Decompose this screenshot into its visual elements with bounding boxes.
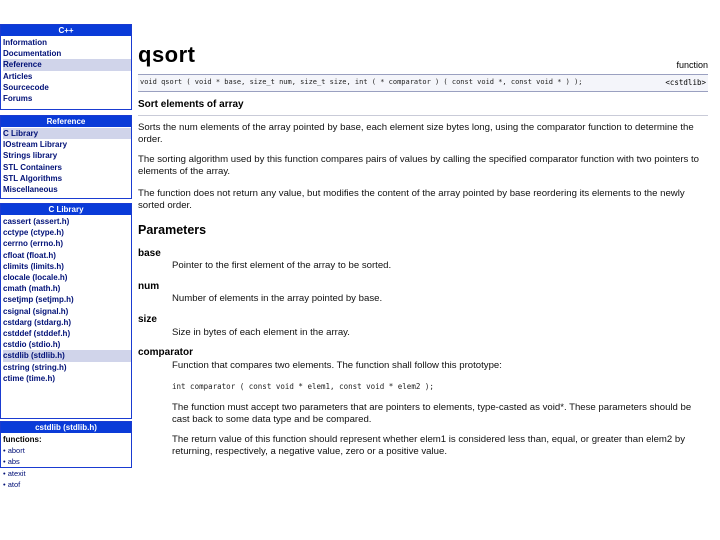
sidebar-item-c-library[interactable]: C Library: [3, 128, 131, 139]
sidebar-item-reference[interactable]: Reference: [3, 59, 131, 70]
sidebar-item-cstdlib[interactable]: cstdlib (stdlib.h): [3, 350, 131, 361]
sidebar-box-c-library: [0, 203, 132, 419]
sidebar-item-stl-containers[interactable]: STL Containers: [3, 162, 62, 172]
sidebar-item-cassert[interactable]: cassert (assert.h): [3, 217, 70, 226]
param-num-name: num: [138, 281, 160, 292]
sidebar-item-cstring[interactable]: cstring (string.h): [3, 362, 67, 372]
summary-heading: Sort elements of array: [138, 99, 244, 110]
description-paragraph-3: The function does not return any value, but modifies the content of the array pointed by base reordering its elements to the newly sorted order.: [138, 188, 685, 211]
sidebar-item-ctime[interactable]: ctime (time.h): [3, 373, 56, 383]
sidebar-item-documentation[interactable]: Documentation: [3, 49, 62, 59]
sidebar-item-cstdio[interactable]: cstdio (stdio.h): [3, 340, 61, 350]
comparator-prototype: int comparator ( const void * elem1, const void * elem2 );: [172, 382, 434, 391]
sidebar-item-atof[interactable]: • atof: [3, 479, 21, 489]
divider: [138, 115, 708, 116]
param-comparator-name: comparator: [138, 347, 194, 358]
description-paragraph-2: The sorting algorithm used by this function compares pairs of values by calling the specified comparator function with two pointers to elements of the array.: [138, 154, 699, 177]
sidebar-item-cerrno[interactable]: cerrno (errno.h): [3, 239, 64, 249]
param-base-desc: Pointer to the first element of the array to be sorted.: [172, 260, 392, 271]
comparator-note-2: The return value of this function should represent whether elem1 is considered less than, equal, or greater than elem2 by returning, respectively, a negative value, zero or a positive value.: [172, 434, 686, 457]
entry-kind-label: function: [676, 60, 708, 70]
sidebar-item-sourcecode[interactable]: Sourcecode: [3, 82, 49, 92]
sidebar-item-cmath[interactable]: cmath (math.h): [3, 284, 61, 294]
sidebar-item-miscellaneous[interactable]: Miscellaneous: [3, 185, 58, 195]
sidebar-box-cpp: [0, 24, 132, 110]
signature-bar: [138, 74, 708, 92]
sidebar-item-cstddef[interactable]: cstddef (stddef.h): [3, 329, 71, 339]
param-base-name: base: [138, 248, 161, 259]
sidebar-box-header: cstdlib (stdlib.h): [1, 422, 131, 433]
param-num-desc: Number of elements in the array pointed by base.: [172, 293, 383, 304]
sidebar-item-strings-library[interactable]: Strings library: [3, 151, 58, 161]
sidebar-item-cctype[interactable]: cctype (ctype.h): [3, 228, 64, 238]
sidebar-item-information[interactable]: Information: [3, 38, 47, 47]
sidebar-item-csignal[interactable]: csignal (signal.h): [3, 306, 69, 316]
sidebar-item-stl-algorithms[interactable]: STL Algorithms: [3, 173, 63, 183]
sidebar-item-iostream-library[interactable]: IOstream Library: [3, 140, 68, 150]
sidebar-box-cstdlib: [0, 421, 132, 489]
sidebar-functions-label: functions:: [3, 435, 42, 444]
page-title: qsort: [138, 42, 196, 67]
sidebar-item-abort[interactable]: • abort: [3, 446, 25, 456]
sidebar-box-header: Reference: [1, 116, 131, 127]
sidebar-item-atexit[interactable]: • atexit: [3, 468, 26, 478]
sidebar-item-climits[interactable]: climits (limits.h): [3, 261, 64, 271]
param-size-desc: Size in bytes of each element in the array.: [172, 327, 350, 338]
sidebar-item-csetjmp[interactable]: csetjmp (setjmp.h): [3, 295, 74, 305]
param-size-name: size: [138, 314, 157, 325]
sidebar-box-reference: [0, 115, 132, 199]
main-content: [138, 40, 710, 462]
param-comparator-desc: Function that compares two elements. The function shall follow this prototype:: [172, 360, 502, 371]
sidebar-item-cfloat[interactable]: cfloat (float.h): [3, 250, 56, 260]
sidebar-item-cstdarg[interactable]: cstdarg (stdarg.h): [3, 317, 72, 327]
sidebar-item-forums[interactable]: Forums: [3, 94, 33, 104]
header-file-label: <cstdlib>: [665, 78, 706, 87]
sidebar-item-articles[interactable]: Articles: [3, 71, 33, 81]
sidebar-item-abs[interactable]: • abs: [3, 457, 20, 467]
sidebar-item-clocale[interactable]: clocale (locale.h): [3, 273, 68, 283]
sidebar: [0, 24, 132, 489]
description-paragraph-1: Sorts the num elements of the array pointed by base, each element size bytes long, using the comparator function to determine the order.: [138, 122, 694, 145]
function-signature: void qsort ( void * base, size_t num, size_t size, int ( * comparator ) ( const void *, const void * ) );: [140, 78, 583, 86]
comparator-note-1: The function must accept two parameters that are pointers to elements, type-casted as void*. These parameters should be cast back to some data type and be compared.: [172, 402, 692, 425]
sidebar-box-header: C++: [1, 25, 131, 36]
sidebar-box-header: C Library: [1, 204, 131, 215]
parameters-heading: Parameters: [138, 223, 207, 237]
